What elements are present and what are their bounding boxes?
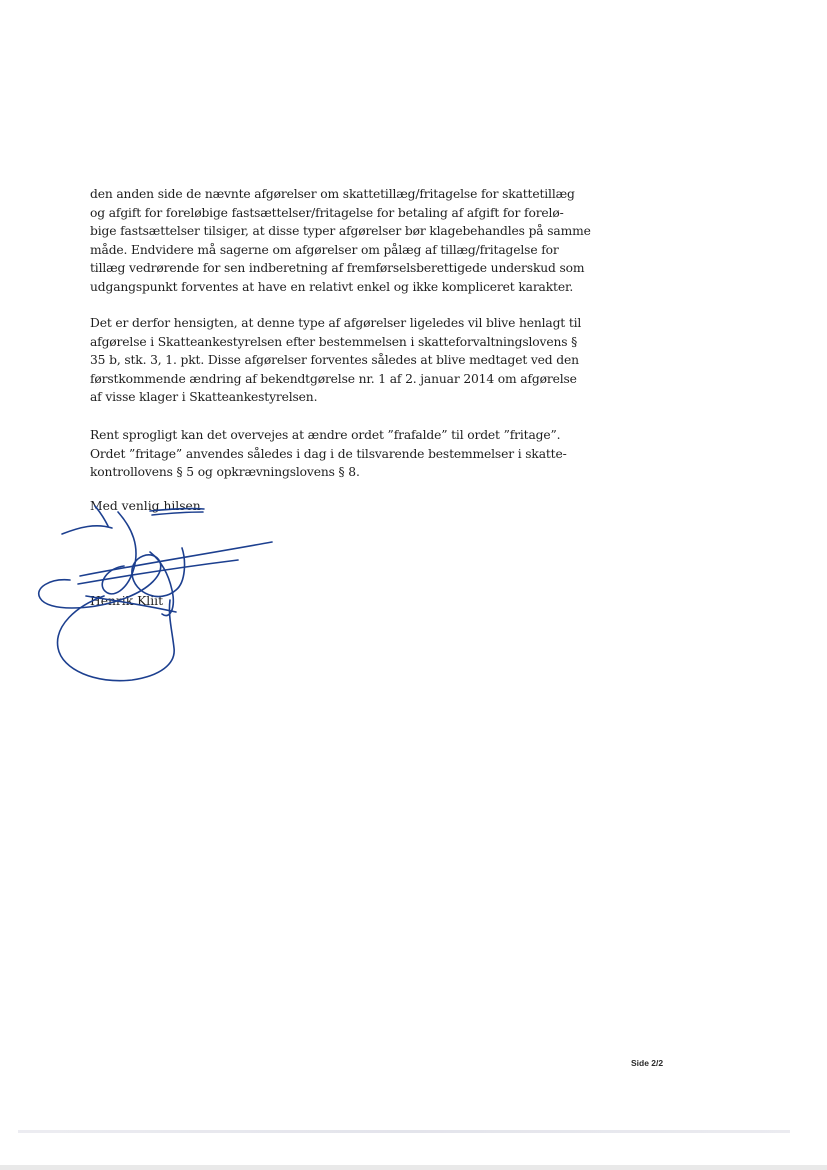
page-number: Side 2/2	[631, 1058, 664, 1068]
text-line: måde. Endvidere må sagerne om afgørelser om pålæg af tillæg/fritagelse for	[90, 242, 559, 257]
text-line: førstkommende ændring af bekendtgørelse nr. 1 af 2. januar 2014 om afgørelse	[90, 371, 577, 386]
text-line: udgangspunkt forventes at have en relativt enkel og ikke kompliceret karakter.	[90, 279, 574, 294]
text-line: kontrollovens § 5 og opkrævningslovens § 8.	[90, 465, 360, 480]
text-line: Det er derfor hensigten, at denne type af afgørelser ligeledes vil blive henlagt til	[90, 316, 582, 330]
text-line: og afgift for foreløbige fastsættelser/fritagelse for betaling af afgift for forelø-	[90, 205, 564, 220]
paragraph-1	[90, 185, 610, 297]
text-line: Rent sprogligt kan det overvejes at ændre ordet ”frafalde” til ordet ”fritage”.	[90, 428, 561, 442]
closing-greeting: Med venlig hilsen	[90, 499, 201, 513]
text-line: bige fastsættelser tilsiger, at disse typer afgørelser bør klagebehandles på samme	[90, 224, 591, 239]
text-line: tillæg vedrørende for sen indberetning af fremførselsberettigede underskud som	[90, 261, 585, 276]
bottom-border	[0, 1165, 827, 1170]
text-line: Ordet ”fritage” anvendes således i dag i de tilsvarende bestemmelser i skatte-	[90, 446, 567, 461]
text-line: af visse klager i Skatteankestyrelsen.	[90, 390, 318, 405]
signer-name: Henrik Kliit	[90, 594, 164, 608]
scan-edge-line	[18, 1130, 790, 1133]
paragraph-3	[90, 426, 610, 482]
paragraph-2	[90, 314, 610, 407]
text-line: den anden side de nævnte afgørelser om skattetillæg/fritagelse for skattetillæg	[90, 187, 575, 201]
text-line: afgørelse i Skatteankestyrelsen efter bestemmelsen i skatteforvaltningslovens §	[90, 334, 578, 349]
text-line: 35 b, stk. 3, 1. pkt. Disse afgørelser forventes således at blive medtaget ved den	[90, 353, 579, 368]
